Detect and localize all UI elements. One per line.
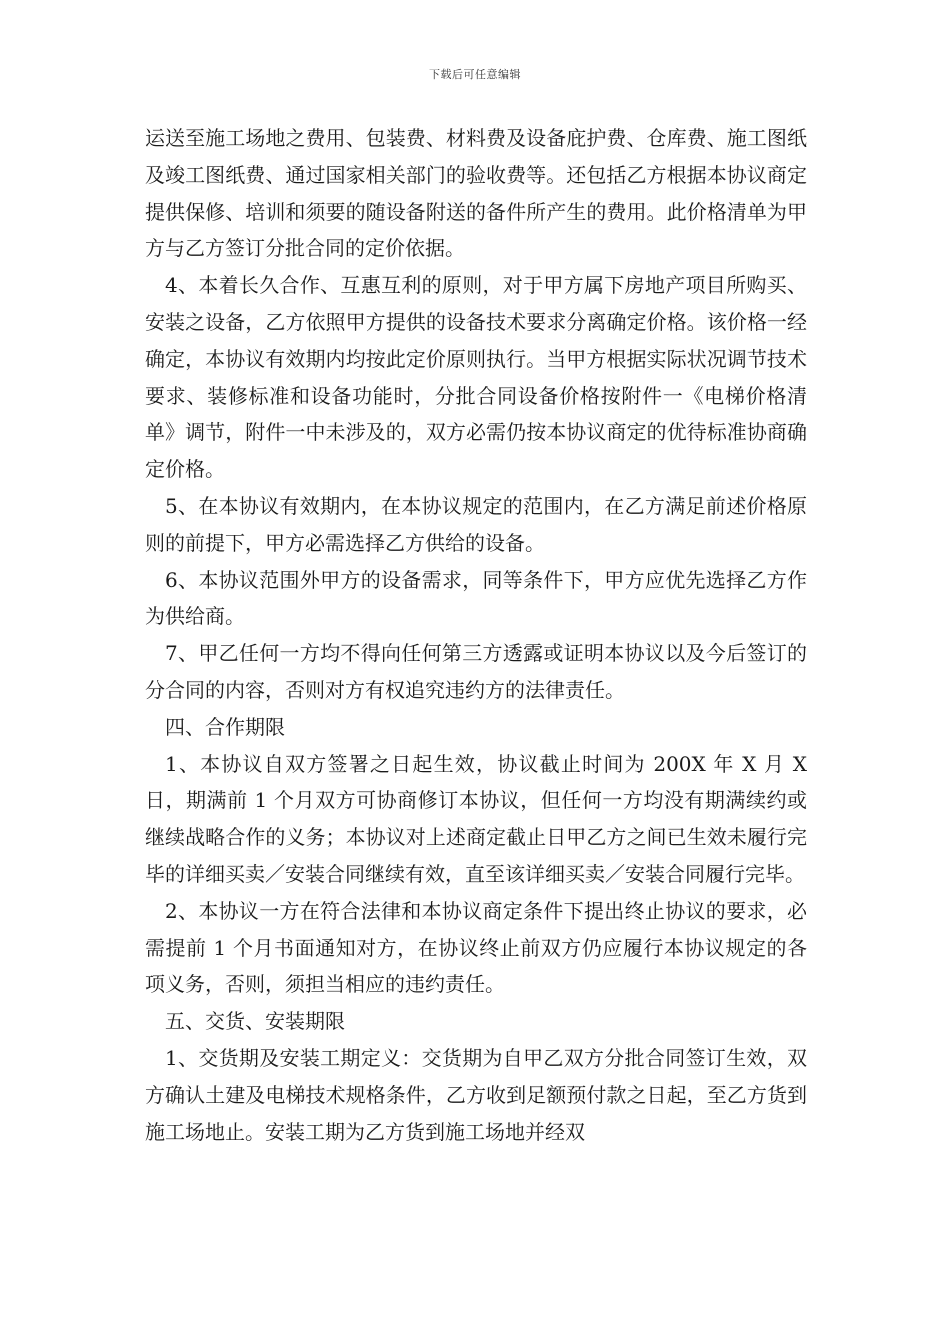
paragraph-clause-6: 6、本协议范围外甲方的设备需求，同等条件下，甲方应优先选择乙方作为供给商。 xyxy=(145,567,807,629)
paragraph-term-clause-2: 2、本协议一方在符合法律和本协议商定条件下提出终止协议的要求，必需提前 1 个月书面通知对方，在协议终止前双方仍应履行本协议规定的各项义务，否则，须担当相应的违约责任。 xyxy=(145,898,807,997)
document-body xyxy=(145,120,807,1150)
page-header: 下载后可任意编辑 xyxy=(429,68,521,81)
paragraph-clause-4: 4、本着长久合作、互惠互利的原则，对于甲方属下房地产项目所购买、安装之设备，乙方依照甲方提供的设备技术要求分离确定价格。该价格一经确定，本协议有效期内均按此定价原则执行。当甲方根据实际状况调节技术要求、装修标准和设备功能时，分批合同设备价格按附件一《电梯价格清单》调节，附件一中未涉及的，双方必需仍按本协议商定的优待标准协商确定价格。 xyxy=(145,273,807,482)
paragraph-delivery-clause-1: 1、交货期及安装工期定义：交货期为自甲乙双方分批合同签订生效，双方确认土建及电梯技术规格条件，乙方收到足额预付款之日起，至乙方货到施工场地止。安装工期为乙方货到施工场地并经双 xyxy=(145,1045,807,1144)
paragraph-clause-5: 5、在本协议有效期内，在本协议规定的范围内，在乙方满足前述价格原则的前提下，甲方必需选择乙方供给的设备。 xyxy=(145,493,807,555)
paragraph-continuation: 运送至施工场地之费用、包装费、材料费及设备庇护费、仓库费、施工图纸及竣工图纸费、通过国家相关部门的验收费等。还包括乙方根据本协议商定提供保修、培训和须要的随设备附送的备件所产生的费用。此价格清单为甲方与乙方签订分批合同的定价依据。 xyxy=(145,126,807,261)
section-heading-delivery-installation: 五、交货、安装期限 xyxy=(165,1009,345,1034)
paragraph-term-clause-1: 1、本协议自双方签署之日起生效，协议截止时间为 200X 年 X 月 X 日，期满前 1 个月双方可协商修订本协议，但任何一方均没有期满续约或继续战略合作的义务；本协议对上述商定截止日甲乙方之间已生效未履行完毕的详细买卖／安装合同继续有效，直至该详细买卖／安装合同履行完毕。 xyxy=(145,751,807,886)
section-heading-cooperation-term: 四、合作期限 xyxy=(165,714,285,739)
paragraph-clause-7: 7、甲乙任何一方均不得向任何第三方透露或证明本协议以及今后签订的分合同的内容，否则对方有权追究违约方的法律责任。 xyxy=(145,641,807,702)
